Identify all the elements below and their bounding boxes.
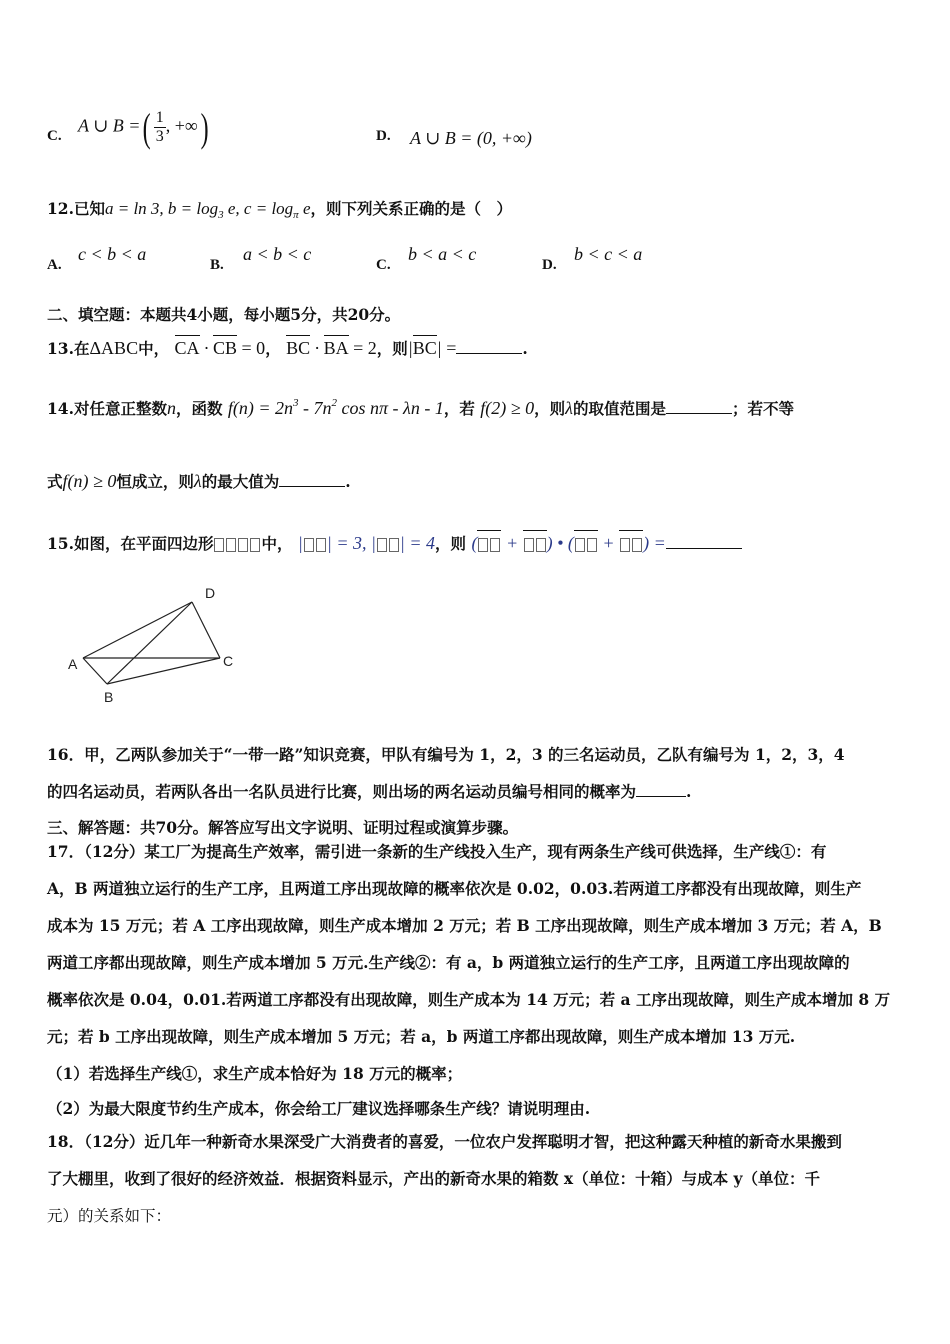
q17-line-2: A，B 两道独立运行的生产工序，且两道工序出现故障的概率依次是 0.02，0.03.若两道工序都没有出现故障，则生产 <box>47 879 862 898</box>
q11-c-expr-right: , +∞ <box>165 115 198 136</box>
q14-function: $f(n) = 2n^3 - 7n^2$ cos nπ - λn - 1 <box>227 397 444 418</box>
point-c-label: C <box>223 653 234 669</box>
q12-option-b-label: B. <box>210 257 224 273</box>
point-a-label: A <box>68 656 78 672</box>
section-2-heading: 二、填空题：本题共4小题，每小题5分，共20分。 <box>47 305 401 324</box>
q11-c-expr-left: A ∪ B = <box>78 115 141 136</box>
q18-line-3: 元）的关系如下： <box>47 1207 172 1225</box>
q13-triangle: ΔABC <box>89 338 139 358</box>
q14-answer-blank-2[interactable] <box>279 472 345 487</box>
q12-option-b-expr: a < b < c <box>243 244 312 264</box>
q12-option-c-label: C. <box>376 257 391 273</box>
q12-option-a-label: A. <box>47 257 62 273</box>
q11-option-c-label: C. <box>47 128 62 144</box>
q13-stem: 13.在ΔABC中， CA · CB = 0， BC · BA = 2，则|BC| = . <box>47 338 528 358</box>
q12-option-c-expr: b < a < c <box>408 244 477 264</box>
edge-ad <box>83 602 192 658</box>
q13-vector-bc-magnitude: BC <box>412 338 437 358</box>
q14-condition: f(2) ≥ 0 <box>480 398 535 418</box>
q12-option-d-expr: b < c < a <box>574 244 643 264</box>
edge-bc <box>107 658 220 684</box>
point-b-label: B <box>104 689 114 705</box>
q17-part-2: （2）为最大限度节约生产成本，你会给工厂建议选择哪条生产线？请说明理由. <box>47 1099 591 1118</box>
q12-stem: 12.已知a = ln 3, $b = \log_3 e$, $c = \log_\pi e$，则下列关系正确的是（ ） <box>47 199 512 221</box>
q16-answer-blank[interactable] <box>636 782 686 797</box>
q14-answer-blank-1[interactable] <box>666 399 732 414</box>
q14-condition-2: f(n) ≥ 0 <box>62 471 117 491</box>
q15-quad-placeholder <box>213 534 261 553</box>
q13-answer-blank[interactable] <box>456 339 522 354</box>
q17-line-5: 概率依次是 0.04，0.01.若两道工序都没有出现故障，则生产成本为 14 万元；若 a 工序出现故障，则生产成本增加 8 万 <box>47 990 891 1009</box>
q11-option-c-expr: A ∪ B =( $\frac{1}{3}$ , +∞) <box>78 105 209 150</box>
q12-option-d-label: D. <box>542 257 557 273</box>
q13-vector-ca: CA <box>174 338 200 358</box>
q14-stem-line2: 式f(n) ≥ 0恒成立，则λ的最大值为 . <box>47 471 351 491</box>
edge-ab <box>83 658 107 684</box>
point-d-label: D <box>205 585 216 601</box>
q12-option-a-expr: c < b < a <box>78 244 147 264</box>
q15-stem: 15.如图，在平面四边形 中， | | = 3, | | = 4，则 ( + ) • ( + ) = <box>47 532 742 554</box>
q18-line-1: 18．（12分）近几年一种新奇水果深受广大消费者的喜爱，一位农户发挥聪明才智，把这种露天种植的新奇水果搬到 <box>47 1132 842 1151</box>
q11-option-d-expr: A ∪ B = (0, +∞) <box>410 128 532 148</box>
q17-line-1: 17．（12分）某工厂为提高生产效率，需引进一条新的生产线投入生产，现有两条生产线可供选择，生产线①：有 <box>47 842 827 861</box>
q13-vector-ba: BA <box>323 338 349 358</box>
q14-stem-line1: 14.对任意正整数n，函数 $f(n) = 2n^3 - 7n^2$ cos nπ - λn - 1，若 f(2) ≥ 0，则λ的取值范围是 ；若不等 <box>47 397 794 418</box>
q12-condition: a = ln 3, $b = \log_3 e$, $c = \log_\pi e$ <box>104 199 311 221</box>
q17-line-3: 成本为 15 万元；若 A 工序出现故障，则生产成本增加 2 万元；若 B 工序出现故障，则生产成本增加 3 万元；若 A，B <box>47 916 882 935</box>
q13-vector-cb: CB <box>213 338 238 358</box>
q17-part-1: （1）若选择生产线①，求生产成本恰好为 18 万元的概率； <box>47 1064 463 1083</box>
edge-dc <box>192 602 220 658</box>
q17-line-6: 元；若 b 工序出现故障，则生产成本增加 5 万元；若 a，b 两道工序都出现故障，则生产成本增加 13 万元. <box>47 1027 796 1046</box>
q15-expression: ( + ) • ( + ) = <box>471 533 666 553</box>
q13-vector-bc: BC <box>286 338 311 358</box>
q15-answer-blank[interactable] <box>666 534 742 549</box>
section-3-heading: 三、解答题：共70分。解答应写出文字说明、证明过程或演算步骤。 <box>47 818 519 837</box>
diagonal-bd <box>107 602 192 684</box>
q17-line-4: 两道工序都出现故障，则生产成本增加 5 万元.生产线②：有 a，b 两道独立运行的生产工序，且两道工序出现故障的 <box>47 953 850 972</box>
q16-line-2: 的四名运动员，若两队各出一名队员进行比赛，则出场的两名运动员编号相同的概率为 . <box>47 782 692 801</box>
q11-c-fraction: $\frac{1}{3}$ <box>155 109 164 145</box>
q11-option-d-label: D. <box>376 128 391 144</box>
q15-quadrilateral-diagram <box>55 582 255 712</box>
q18-line-2: 了大棚里，收到了很好的经济效益．根据资料显示，产出的新奇水果的箱数 x（单位：十箱）与成本 y（单位：千 <box>47 1169 821 1188</box>
q16-line-1: 16．甲，乙两队参加关于“一带一路”知识竞赛，甲队有编号为 1，2，3 的三名运动员，乙队有编号为 1，2，3，4 <box>47 745 845 764</box>
